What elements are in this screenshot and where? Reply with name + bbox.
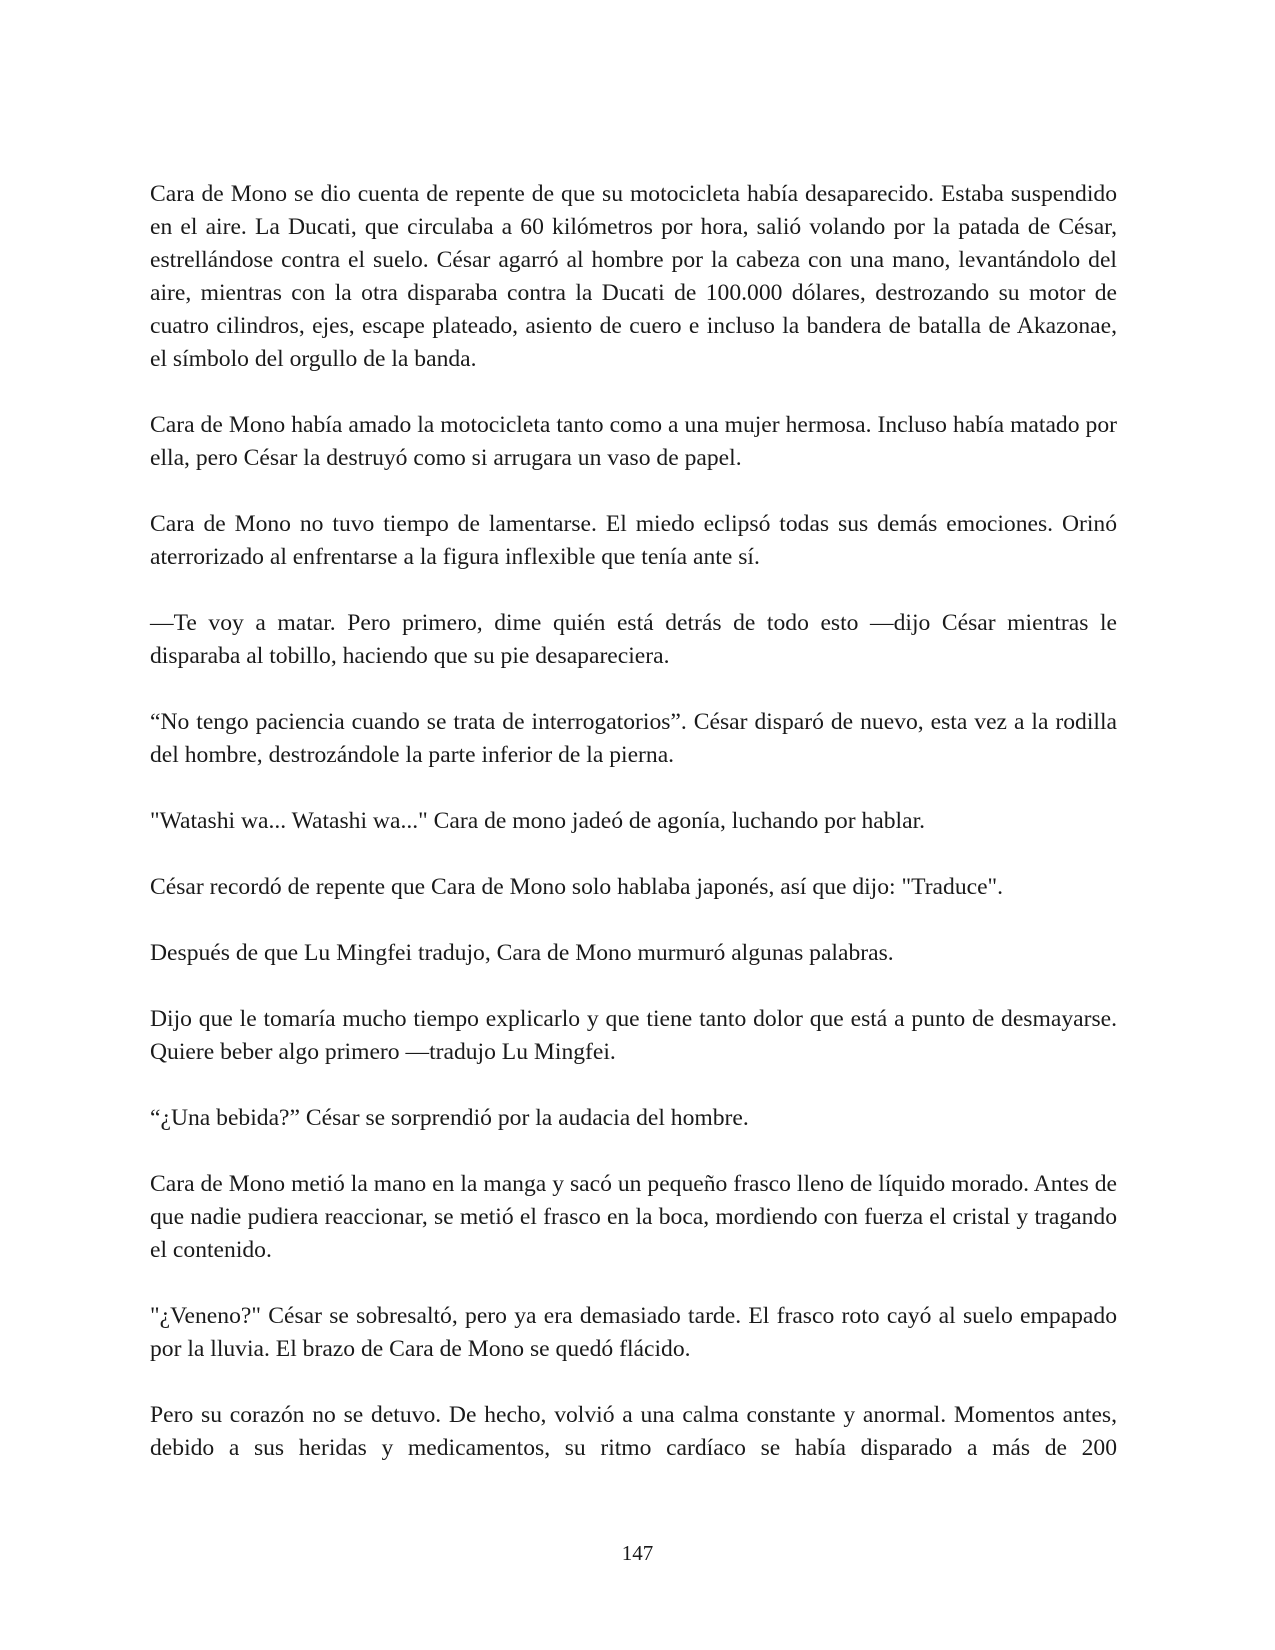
paragraph-6: "Watashi wa... Watashi wa..." Cara de mono jadeó de agonía, luchando por hablar. bbox=[150, 808, 926, 834]
paragraph-7: César recordó de repente que Cara de Mono solo hablaba japonés, así que dijo: "Traduce". bbox=[150, 874, 1004, 900]
paragraph-12: "¿Veneno?" César se sobresaltó, pero ya era demasiado tarde. El frasco roto cayó al suelo empapado por la lluvia. El brazo de Cara de Mono se quedó flácido. bbox=[150, 1303, 1117, 1362]
paragraph-4: —Te voy a matar. Pero primero, dime quién está detrás de todo esto —dijo César mientras le disparaba al tobillo, haciendo que su pie desapareciera. bbox=[150, 610, 1117, 669]
body-text bbox=[150, 178, 1117, 1465]
page-number: 147 bbox=[621, 1541, 654, 1565]
paragraph-8: Después de que Lu Mingfei tradujo, Cara de Mono murmuró algunas palabras. bbox=[150, 940, 894, 966]
paragraph-1: Cara de Mono se dio cuenta de repente de que su motocicleta había desaparecido. Estaba suspendido en el aire. La Ducati, que circulaba a 60 kilómetros por hora, salió volando por la patada de César, estrellándose contra el suelo. César agarró al hombre por la cabeza con una mano, levantándolo del aire, mientras con la otra disparaba contra la Ducati de 100.000 dólares, destrozando su motor de cuatro cilindros, ejes, escape plateado, asiento de cuero e incluso la bandera de batalla de Akazonae, el símbolo del orgullo de la banda. bbox=[150, 181, 1117, 372]
paragraph-3: Cara de Mono no tuvo tiempo de lamentarse. El miedo eclipsó todas sus demás emociones. Orinó aterrorizado al enfrentarse a la figura inflexible que tenía ante sí. bbox=[150, 511, 1117, 570]
paragraph-10: “¿Una bebida?” César se sorprendió por la audacia del hombre. bbox=[150, 1105, 749, 1131]
paragraph-13: Pero su corazón no se detuvo. De hecho, volvió a una calma constante y anormal. Momentos antes, debido a sus heridas y medicamentos, su ritmo cardíaco se había disparado a más de 200 bbox=[150, 1402, 1117, 1461]
paragraph-2: Cara de Mono había amado la motocicleta tanto como a una mujer hermosa. Incluso había matado por ella, pero César la destruyó como si arrugara un vaso de papel. bbox=[150, 412, 1117, 471]
paragraph-9: Dijo que le tomaría mucho tiempo explicarlo y que tiene tanto dolor que está a punto de desmayarse. Quiere beber algo primero —tradujo Lu Mingfei. bbox=[150, 1006, 1117, 1065]
paragraph-11: Cara de Mono metió la mano en la manga y sacó un pequeño frasco lleno de líquido morado. Antes de que nadie pudiera reaccionar, se metió el frasco en la boca, mordiendo con fuerza el cristal y tragando el contenido. bbox=[150, 1171, 1117, 1263]
paragraph-5: “No tengo paciencia cuando se trata de interrogatorios”. César disparó de nuevo, esta vez a la rodilla del hombre, destrozándole la parte inferior de la pierna. bbox=[150, 709, 1117, 768]
